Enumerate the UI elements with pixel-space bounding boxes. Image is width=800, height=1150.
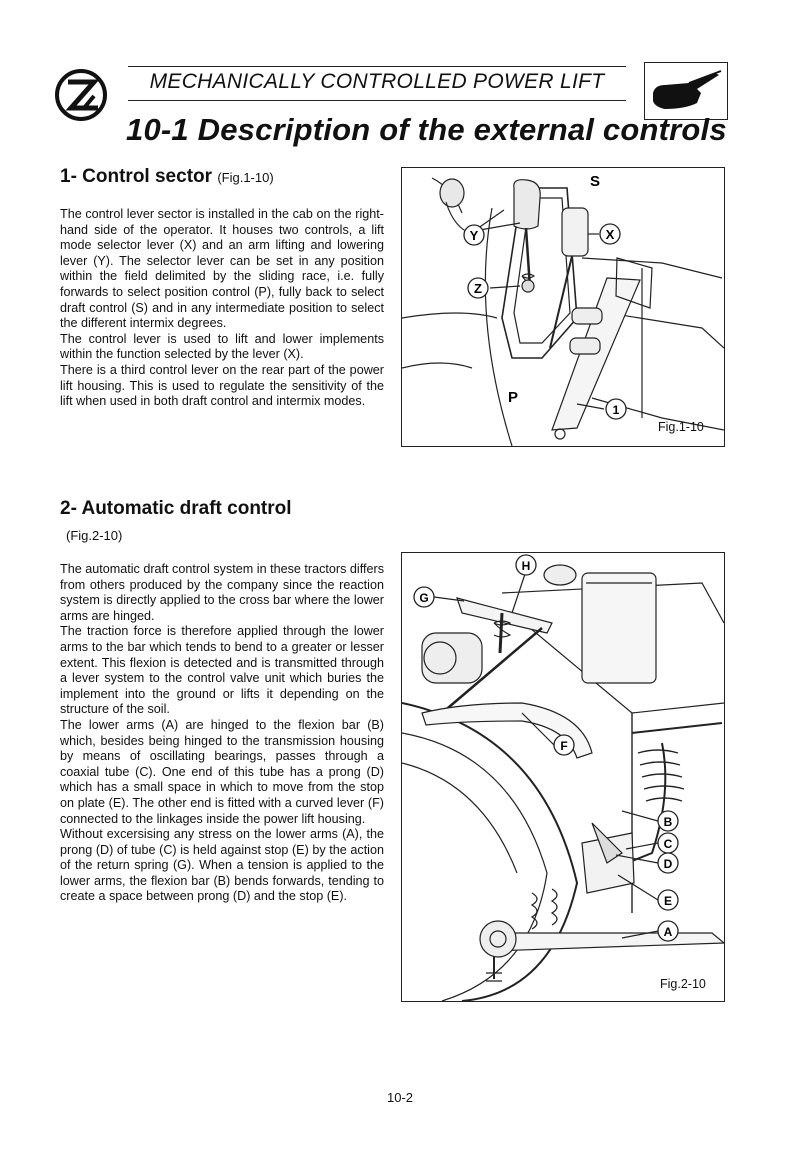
section1-paragraph-1: The control lever sector is installed in the cab on the right-hand side of the operator. It houses two controls, a lift mode selector lever (X) and an arm lifting and lowering lever (Y). The selector lever can be set in any position within the field delimited by the sliding race, i.e. fully forwards to select position control (P), fully back to select draft control (S) and in any intermediate position to select the different intermix degrees. [60, 207, 384, 331]
callout-a-label: A [663, 925, 673, 939]
section1-figure-ref: (Fig.1-10) [217, 170, 274, 185]
section1-paragraph-2: The control lever is used to lift and lower implements within the function selected by the lever (X). [60, 331, 384, 362]
callout-x [600, 224, 620, 244]
section2-paragraph-4: Without excersising any stress on the lower arms (A), the prong (D) of tube (C) is held against stop (E) by the action of the return spring (G). When a tension is applied to the lower arms, the flexion bar (B) bends forwards, tending to create a space between prong (D) and the stop (E). [60, 827, 384, 904]
callout-1 [606, 399, 626, 419]
callout-z [468, 278, 488, 298]
section1-paragraph-3: There is a third control lever on the rear part of the power lift housing. This is used to regulate the sensitivity of the lift when used in both draft control and intermix modes. [60, 362, 384, 409]
brand-logo-icon [54, 66, 112, 124]
callout-g-label: G [419, 591, 429, 605]
callout-x-label: X [605, 227, 615, 242]
header-rule-top [128, 66, 626, 67]
figure-2-10-illustration [402, 553, 724, 1001]
label-s: S [590, 173, 601, 190]
header-title: MECHANICALLY CONTROLLED POWER LIFT [149, 70, 605, 93]
section2-title: 2- Automatic draft control [60, 498, 292, 519]
figure-2-10 [401, 552, 725, 1002]
section1-title [60, 166, 274, 188]
callout-c-label: C [663, 837, 673, 851]
callout-y-label: Y [469, 228, 479, 243]
section2-body [60, 562, 384, 905]
figure-1-10-caption: Fig.1-10 [658, 420, 704, 434]
section2-paragraph-2: The traction force is therefore applied through the lower arms to the bar which tends to bend to a greater or lesser extent. This flexion is detected and is transmitted through a lever system to the control valve unit which buries the implement into the ground or lifts it depending on the structure of the soil. [60, 624, 384, 717]
label-p: P [508, 389, 519, 406]
figure-1-10 [401, 167, 725, 447]
figure-2-10-caption: Fig.2-10 [660, 977, 706, 991]
callout-z-label: Z [474, 281, 482, 296]
page-number: 10-2 [386, 1090, 414, 1105]
callout-1-label: 1 [612, 403, 620, 417]
section2-paragraph-1: The automatic draft control system in these tractors differs from others produced by the company since the reaction system is directly applied to the cross bar where the lower arms are hinged. [60, 562, 384, 623]
callout-f-label: F [560, 739, 568, 753]
section2-paragraph-3: The lower arms (A) are hinged to the flexion bar (B) which, besides being hinged to the transmission housing by means of oscillating bearings, passes through a coaxial tube (C). One end of this tube has a prong (D) which has a small space in which to move from the stop on plate (E). The other end is fitted with a curved lever (F) connected to the linkages inside the power lift housing. [60, 717, 384, 826]
section1-title-text: 1- Control sector [60, 166, 213, 187]
section2-figure-ref: (Fig.2-10) [66, 528, 123, 543]
section1-body [60, 207, 384, 410]
figure-1-10-illustration [402, 168, 724, 446]
page-title: 10-1 Description of the external controls [126, 112, 727, 147]
callout-y [464, 225, 484, 245]
callout-b-label: B [663, 815, 673, 829]
header-rule-bottom [128, 100, 626, 101]
callout-e-label: E [663, 894, 673, 908]
callout-h-label: H [521, 559, 531, 573]
callout-d-label: D [663, 857, 673, 871]
